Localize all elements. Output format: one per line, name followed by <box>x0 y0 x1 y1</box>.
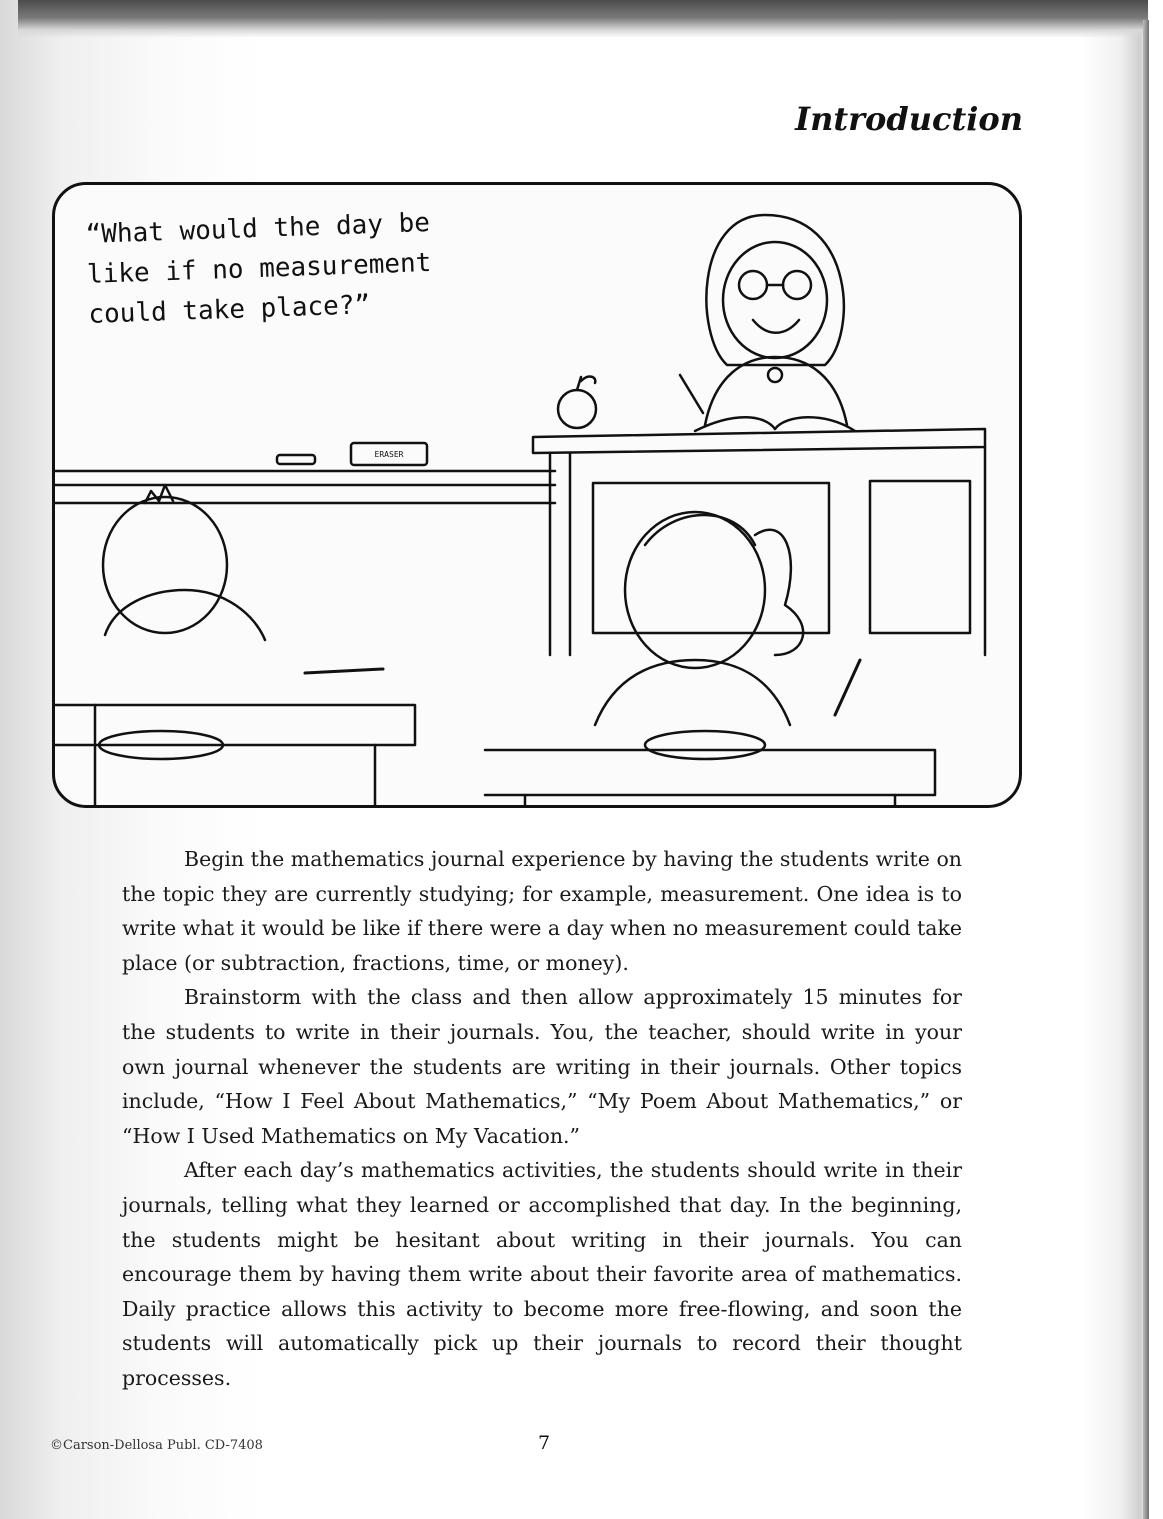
scan-top-edge <box>18 0 1148 38</box>
caption-line-1: “What would the day be <box>85 207 431 250</box>
body-text <box>122 842 962 1396</box>
page-title: Introduction <box>795 100 1023 138</box>
paragraph: Begin the mathematics journal experience by having the students write on the topic they are currently studying; for example, measurement. One idea is to write what it would be like if there were a day when no measurement could take place (or subtraction, fractions, time, or money). <box>122 847 962 975</box>
publisher-credit: ©Carson-Dellosa Publ. CD-7408 <box>50 1438 263 1453</box>
eraser-label: ERASER <box>374 450 404 459</box>
caption-line-3: could take place?” <box>87 290 371 330</box>
classroom-illustration <box>52 182 1022 808</box>
paragraph: Brainstorm with the class and then allow approximately 15 minutes for the students to write in their journals. You, the teacher, should write in your own journal whenever the students are writing in their journals. Other topics include, “How I Feel About Mathematics,” “My Poem About Mathematics,” or “How I Used Mathematics on My Vacation.” <box>122 985 962 1148</box>
page-number: 7 <box>538 1432 551 1454</box>
scan-right-edge <box>1143 20 1149 1519</box>
paragraph: After each day’s mathematics activities, the students should write in their journals, telling what they learned or accomplished that day. In the beginning, the students might be hesitant about writing in their journals. You can encourage them by having them write about their favorite area of mathematics. Daily practice allows this activity to become more free-flowing, and soon the students will automatically pick up their journals to record their thought processes. <box>122 1158 962 1390</box>
handwritten-caption <box>85 203 433 335</box>
caption-line-2: like if no measurement <box>86 247 432 290</box>
